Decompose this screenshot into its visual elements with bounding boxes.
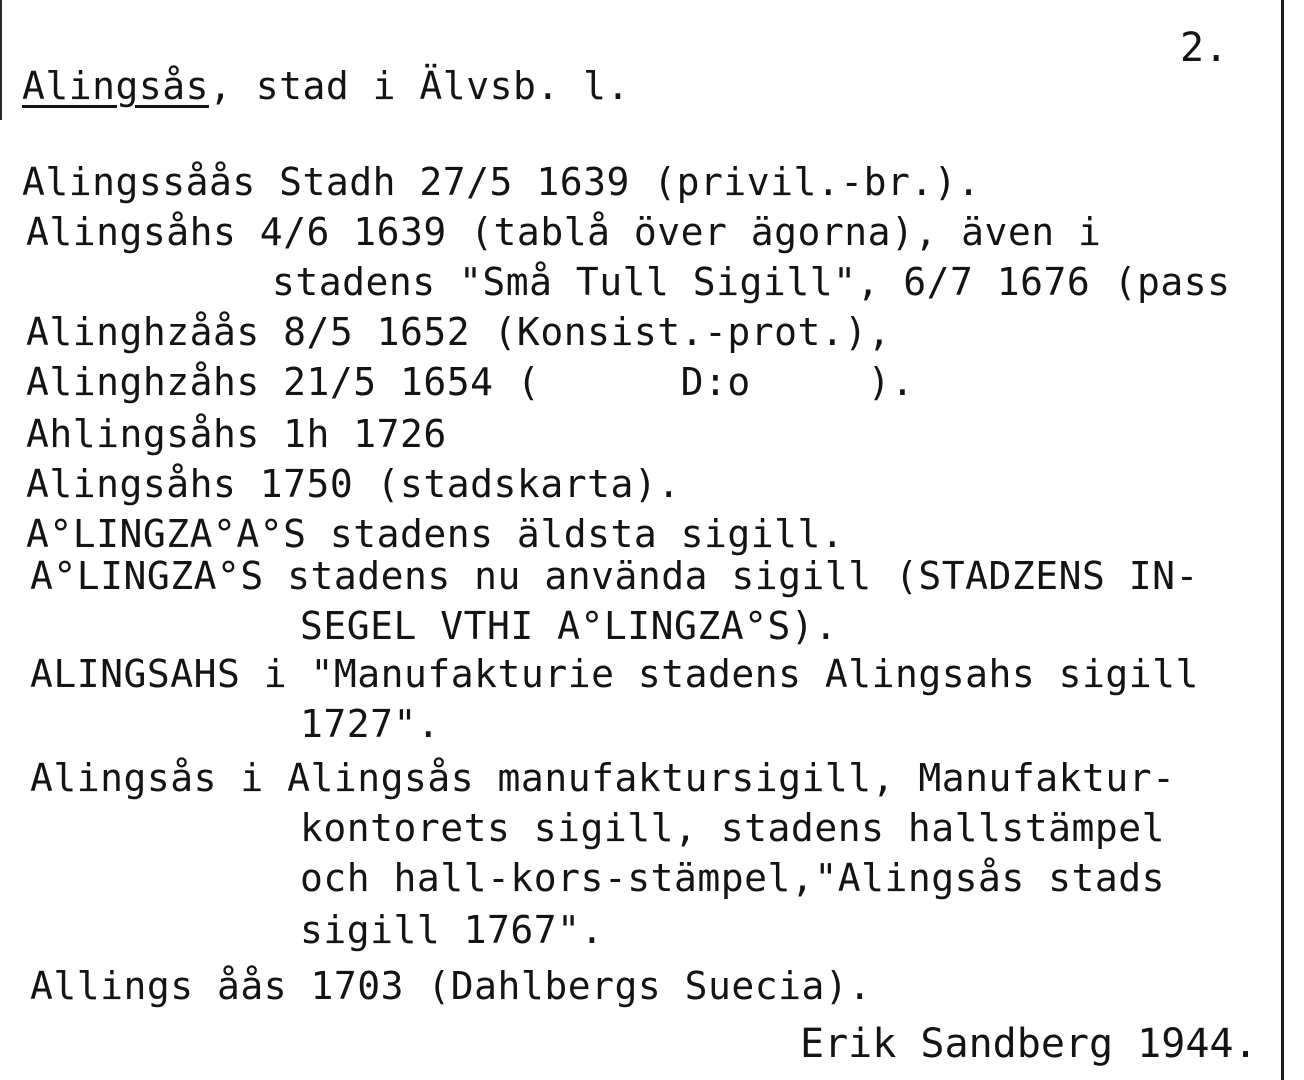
signature: Erik Sandberg 1944. [800,1021,1258,1067]
entry-line: Alinghzåås 8/5 1652 (Konsist.-prot.), [26,310,891,354]
card-heading [22,64,630,108]
entry-line: och hall-kors-stämpel,"Alingsås stads [300,856,1165,900]
entry-line: sigill 1767". [300,908,604,952]
entry-line: Alingsåhs 1750 (stadskarta). [26,462,681,506]
entry-line: SEGEL VTHI A°LINGZA°S). [300,604,838,648]
heading-place-name: Alingsås [22,64,210,108]
entry-line: Alingsås i Alingsås manufaktursigill, Manufaktur- [30,756,1176,800]
entry-line: A°LINGZA°A°S stadens äldsta sigill. [26,512,845,556]
entry-line: 1727". [300,702,441,746]
card-right-edge [1281,0,1284,1080]
entry-line: Ahlingsåhs 1h 1726 [26,412,447,456]
entry-line: stadens "Små Tull Sigill", 6/7 1676 (pass [272,260,1231,304]
entry-line: kontorets sigill, stadens hallstämpel [300,806,1165,850]
entry-line: ALINGSAHS i "Manufakturie stadens Alingsahs sigill [30,652,1199,696]
card-left-edge [0,0,2,120]
page-number: 2. [1180,25,1229,71]
entry-line: Alinghzåhs 21/5 1654 ( D:o ). [26,360,915,404]
entry-line: Allings åås 1703 (Dahlbergs Suecia). [30,964,872,1008]
heading-description: , stad i Älvsb. l. [209,64,630,108]
entry-line: Alingssåås Stadh 27/5 1639 (privil.-br.). [22,160,981,204]
entry-line: Alingsåhs 4/6 1639 (tablå över ägorna), även i [26,210,1102,254]
entry-line: A°LINGZA°S stadens nu använda sigill (STADZENS IN- [30,554,1199,598]
